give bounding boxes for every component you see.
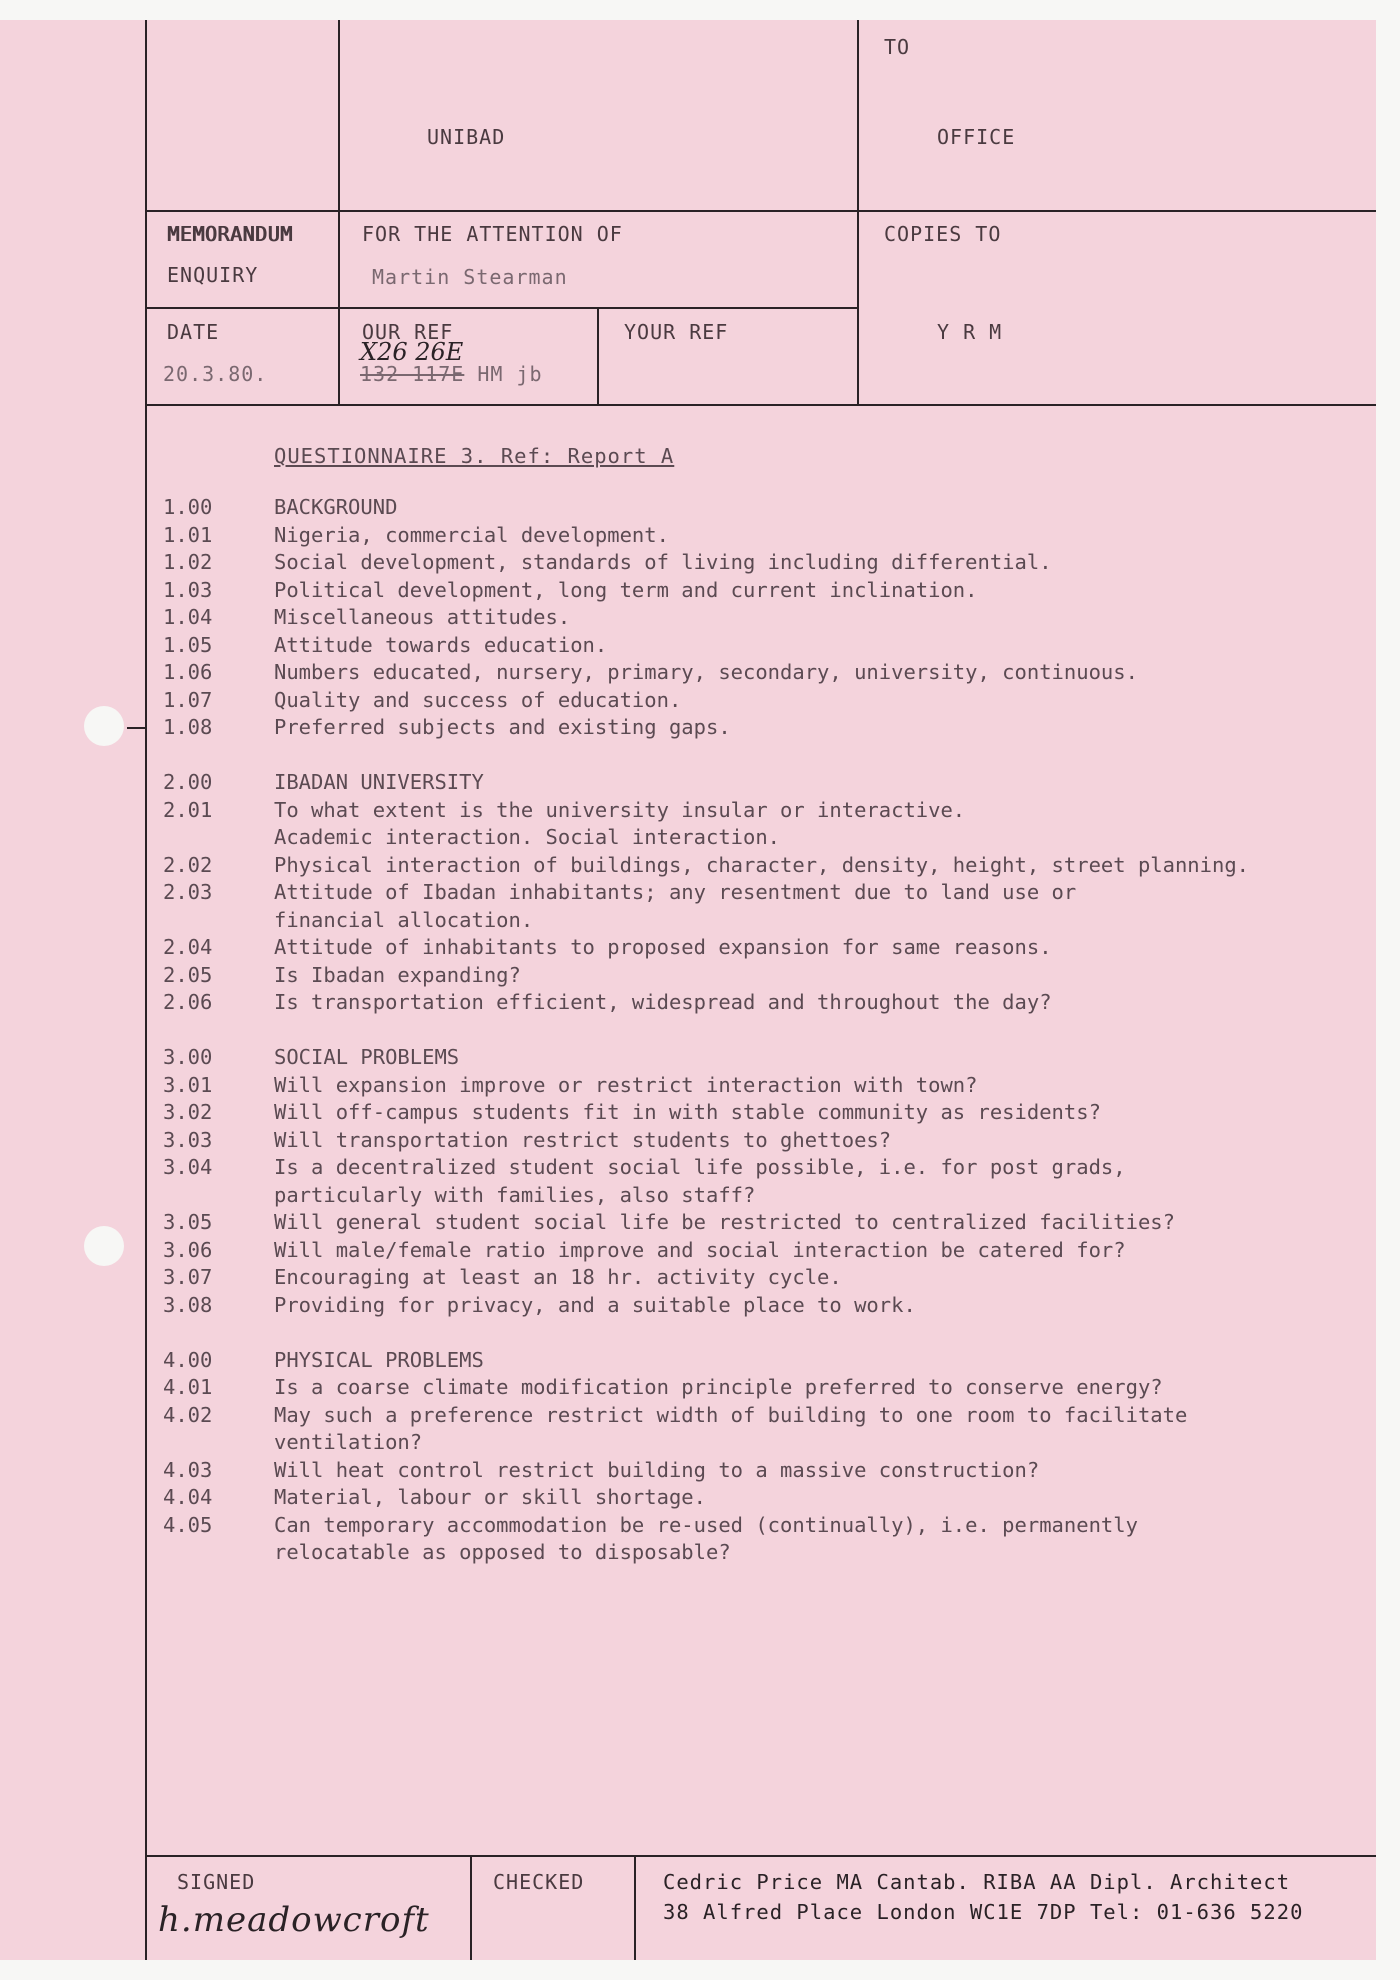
firm-name-line: Cedric Price MA Cantab. RIBA AA Dipl. Architect xyxy=(663,1870,1291,1894)
date-value: 20.3.80. xyxy=(163,362,268,386)
item-text: Social development, standards of living including differential. xyxy=(274,550,1052,574)
item-text: Material, labour or skill shortage. xyxy=(274,1485,706,1509)
item-number: 1.01 xyxy=(163,522,213,547)
footer-vertical-1 xyxy=(470,1855,472,1960)
item-text: Will off-campus students fit in with stable community as residents? xyxy=(274,1100,1101,1124)
item-number: 2.02 xyxy=(163,852,213,877)
item-text: To what extent is the university insular or interactive. xyxy=(274,797,966,822)
item-number: 4.01 xyxy=(163,1375,213,1399)
attention-value: Martin Stearman xyxy=(372,265,568,289)
item-text: Will male/female ratio improve and social interaction be catered for? xyxy=(274,1237,1126,1262)
item-text: Preferred subjects and existing gaps. xyxy=(274,715,731,739)
item-text: Will transportation restrict students to ghettoes? xyxy=(274,1127,892,1152)
item-text: particularly with families, also staff? xyxy=(274,1182,756,1207)
header-vertical-1 xyxy=(338,20,340,405)
signed-label: SIGNED xyxy=(177,1870,256,1894)
item-number: 2.06 xyxy=(163,990,213,1014)
item-number: 3.08 xyxy=(163,1292,213,1317)
item-text: BACKGROUND xyxy=(274,495,398,519)
item-text: PHYSICAL PROBLEMS xyxy=(274,1347,484,1372)
to-label: TO xyxy=(884,35,911,59)
item-text: Can temporary accommodation be re-used (continually), i.e. permanently xyxy=(274,1512,1138,1537)
item-number: 3.01 xyxy=(163,1072,213,1097)
firm-address-line: 38 Alfred Place London WC1E 7DP Tel: 01-636 5220 xyxy=(663,1900,1304,1924)
footer-hline xyxy=(145,1855,1376,1857)
item-text: SOCIAL PROBLEMS xyxy=(274,1045,460,1069)
item-number: 2.04 xyxy=(163,935,213,959)
item-text: financial allocation. xyxy=(274,907,534,932)
item-number: 2.03 xyxy=(163,880,213,904)
item-number: 3.06 xyxy=(163,1237,213,1262)
item-number: 2.05 xyxy=(163,962,213,987)
item-text: Quality and success of education. xyxy=(274,687,682,712)
item-text: Miscellaneous attitudes. xyxy=(274,605,571,629)
item-text: Academic interaction. Social interaction. xyxy=(274,825,781,849)
our-ref-struck xyxy=(360,362,543,386)
item-text: Physical interaction of buildings, character, density, height, street planning. xyxy=(274,852,1250,877)
header-hline-2 xyxy=(145,307,859,309)
item-text: Political development, long term and current inclination. xyxy=(274,577,978,602)
item-number: 1.03 xyxy=(163,577,213,602)
our-ref-struck-text: 132 117E xyxy=(360,362,465,386)
item-number: 4.05 xyxy=(163,1512,213,1537)
from-name: UNIBAD xyxy=(427,125,506,149)
item-text: Is transportation efficient, widespread and throughout the day? xyxy=(274,990,1052,1014)
item-text: Is a coarse climate modification principle preferred to conserve energy? xyxy=(274,1375,1163,1399)
item-text: IBADAN UNIVERSITY xyxy=(274,770,484,794)
item-text: Attitude of Ibadan inhabitants; any resentment due to land use or xyxy=(274,880,1077,904)
header-hline-3 xyxy=(145,404,1376,406)
item-number: 1.08 xyxy=(163,715,213,739)
header-vertical-ref xyxy=(597,308,599,405)
item-text: relocatable as opposed to disposable? xyxy=(274,1540,731,1564)
header-vertical-2 xyxy=(857,20,859,405)
item-number: 4.03 xyxy=(163,1457,213,1482)
item-number: 1.07 xyxy=(163,687,213,712)
item-number: 3.07 xyxy=(163,1265,213,1289)
item-text: Is Ibadan expanding? xyxy=(274,962,521,987)
questionnaire-title: QUESTIONNAIRE 3. Ref: Report A xyxy=(274,444,675,468)
item-text: Providing for privacy, and a suitable place to work. xyxy=(274,1292,916,1317)
copies-label: COPIES TO xyxy=(884,222,1002,246)
our-ref-label: OUR REF xyxy=(362,320,454,344)
item-number: 3.05 xyxy=(163,1210,213,1234)
checked-label: CHECKED xyxy=(493,1870,585,1894)
your-ref-label: YOUR REF xyxy=(624,320,729,344)
item-number: 4.04 xyxy=(163,1485,213,1509)
item-text: Nigeria, commercial development. xyxy=(274,522,669,547)
item-text: May such a preference restrict width of building to one room to facilitate xyxy=(274,1402,1188,1427)
item-text: Will expansion improve or restrict interaction with town? xyxy=(274,1072,978,1097)
our-ref-handwritten: X26 26E xyxy=(360,338,464,366)
footer-vertical-2 xyxy=(634,1855,636,1960)
item-number: 3.00 xyxy=(163,1045,213,1069)
enquiry-label: ENQUIRY xyxy=(167,263,259,287)
item-number: 1.06 xyxy=(163,660,213,684)
item-text: Attitude towards education. xyxy=(274,632,608,657)
item-number: 3.02 xyxy=(163,1100,213,1124)
item-number: 1.02 xyxy=(163,550,213,574)
item-number: 1.00 xyxy=(163,495,213,519)
copies-value: Y R M xyxy=(937,320,1003,344)
to-value: OFFICE xyxy=(937,125,1016,149)
item-number: 1.04 xyxy=(163,605,213,629)
item-text: Numbers educated, nursery, primary, secondary, university, continuous. xyxy=(274,660,1138,684)
item-number: 4.02 xyxy=(163,1402,213,1427)
item-text: ventilation? xyxy=(274,1430,423,1454)
date-label: DATE xyxy=(167,320,220,344)
item-text: Will general student social life be restricted to centralized facilities? xyxy=(274,1210,1175,1234)
attention-label: FOR THE ATTENTION OF xyxy=(362,222,623,246)
memo-label: MEMORANDUM xyxy=(167,222,293,246)
item-number: 3.04 xyxy=(163,1155,213,1179)
item-number: 2.00 xyxy=(163,770,213,794)
memo-sheet xyxy=(0,20,1376,1960)
item-number: 2.01 xyxy=(163,797,213,822)
item-text: Encouraging at least an 18 hr. activity cycle. xyxy=(274,1265,842,1289)
item-text: Attitude of inhabitants to proposed expansion for same reasons. xyxy=(274,935,1052,959)
questionnaire-list xyxy=(0,494,1376,1594)
item-text: Will heat control restrict building to a massive construction? xyxy=(274,1457,1040,1482)
header-hline-1 xyxy=(145,210,1376,212)
item-number: 3.03 xyxy=(163,1127,213,1152)
signature: h.meadowcroft xyxy=(158,1900,430,1940)
our-ref-initials: HM jb xyxy=(477,362,543,386)
item-text: Is a decentralized student social life possible, i.e. for post grads, xyxy=(274,1155,1126,1179)
item-number: 1.05 xyxy=(163,632,213,657)
item-number: 4.00 xyxy=(163,1347,213,1372)
